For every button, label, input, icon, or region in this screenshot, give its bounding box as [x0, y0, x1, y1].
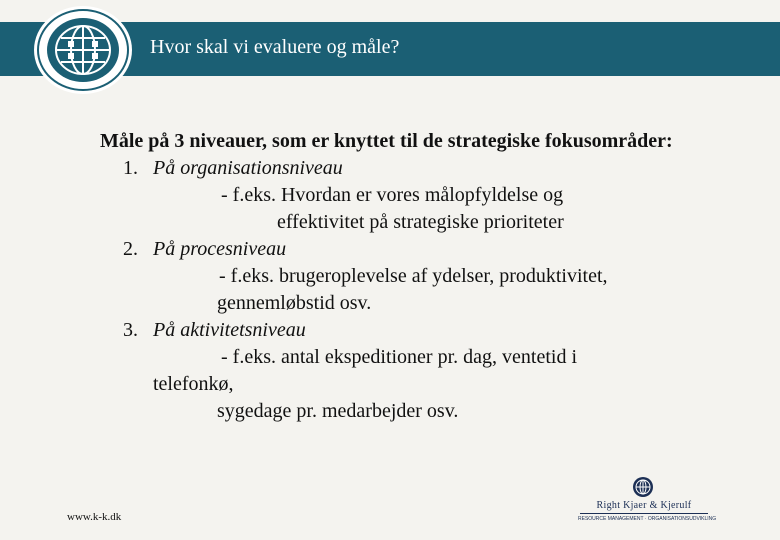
- item-detail: effektivitet på strategiske prioriteter: [277, 211, 564, 233]
- item-detail: - f.eks. antal ekspeditioner pr. dag, ventetid i: [221, 346, 578, 368]
- divider: [580, 513, 708, 514]
- item-detail: gennemløbstid osv.: [217, 292, 372, 314]
- slide-body: [100, 128, 740, 425]
- list-item: [100, 236, 740, 317]
- brand-logo: [578, 476, 717, 526]
- brand-tagline: RESOURCE MANAGEMENT · ORGANISATIONSUDVIKLING: [578, 516, 717, 522]
- item-label: På procesniveau: [153, 238, 287, 260]
- globe-icon: [632, 476, 654, 498]
- item-detail: - f.eks. Hvordan er vores målopfyldelse og: [221, 184, 564, 206]
- footer-url[interactable]: www.k-k.dk: [67, 511, 122, 523]
- list-item: [100, 317, 740, 425]
- item-number: 1.: [123, 157, 138, 179]
- intro-text: Måle på 3 niveauer, som er knyttet til de strategiske fokusområder:: [100, 130, 673, 152]
- level-list: [100, 155, 740, 425]
- item-number: 2.: [123, 238, 138, 260]
- list-item: [100, 155, 740, 236]
- globe-icon: [32, 4, 134, 96]
- item-label: På organisationsniveau: [153, 157, 343, 179]
- item-number: 3.: [123, 319, 138, 341]
- page-title: Hvor skal vi evaluere og måle?: [150, 36, 400, 58]
- item-detail: sygedage pr. medarbejder osv.: [217, 400, 459, 422]
- item-detail: telefonkø,: [153, 373, 234, 395]
- item-label: På aktivitetsniveau: [153, 319, 306, 341]
- brand-name: Right Kjaer & Kjerulf: [596, 500, 692, 511]
- item-detail: - f.eks. brugeroplevelse af ydelser, produktivitet,: [219, 265, 608, 287]
